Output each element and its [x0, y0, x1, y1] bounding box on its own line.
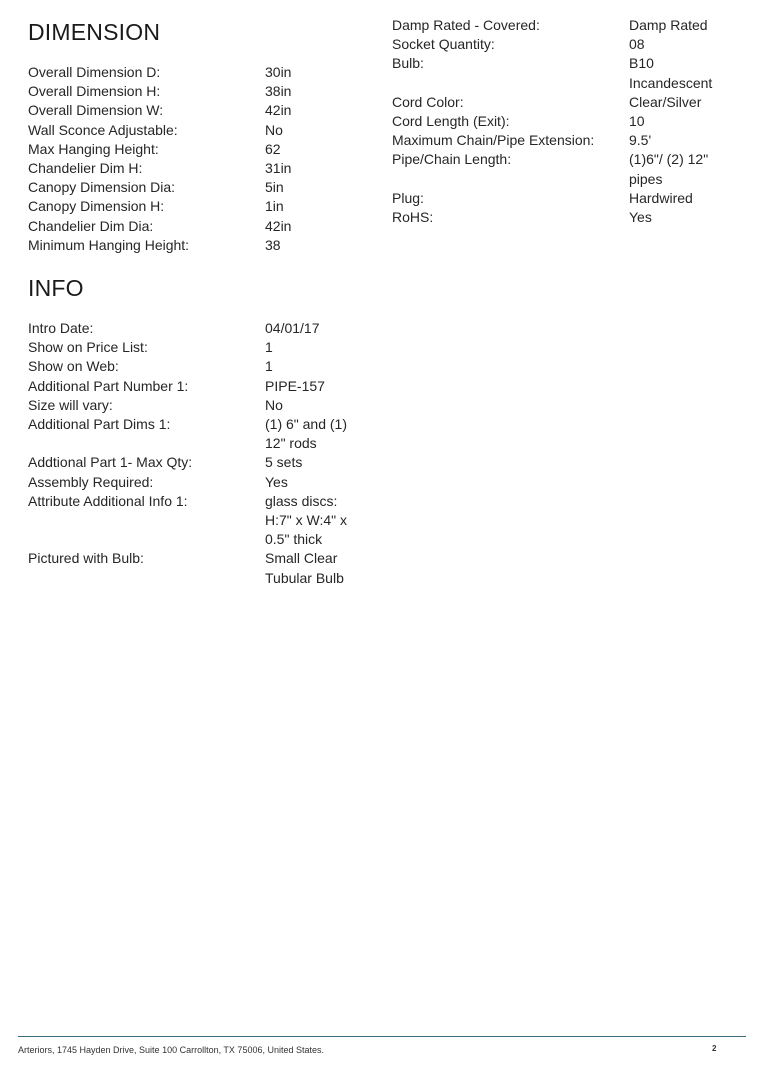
info-spec-list	[28, 319, 368, 588]
spec-label: Show on Price List:	[28, 339, 148, 356]
spec-row	[28, 377, 368, 396]
spec-value: (1) 6" and (1) 12" rods	[265, 416, 348, 452]
spec-label: Attribute Additional Info 1:	[28, 492, 188, 509]
spec-value: Small Clear Tubular Bulb	[265, 550, 344, 586]
spec-row	[28, 82, 368, 101]
spec-row	[28, 473, 368, 492]
footer-address: Arteriors, 1745 Hayden Drive, Suite 100 Carrollton, TX 75006, United States.	[18, 1045, 324, 1055]
spec-value: Damp Rated	[629, 17, 708, 33]
spec-value: B10 Incandescent	[629, 55, 713, 91]
spec-value: 9.5'	[629, 132, 652, 149]
dimension-spec-list	[28, 63, 368, 255]
spec-row	[28, 159, 368, 178]
spec-value: 04/01/17	[265, 320, 320, 337]
spec-row	[28, 101, 368, 120]
left-column	[28, 17, 368, 588]
spec-value: 1in	[265, 198, 284, 215]
spec-row	[28, 217, 368, 236]
spec-row	[392, 54, 732, 92]
spec-value: Hardwired	[629, 189, 693, 206]
spec-row	[392, 93, 732, 112]
spec-label: Assembly Required:	[28, 473, 154, 490]
spec-label: RoHS:	[392, 209, 434, 226]
spec-row	[392, 112, 732, 131]
spec-row	[28, 236, 368, 255]
right-column	[392, 16, 732, 227]
spec-value: 31in	[265, 160, 292, 177]
spec-value: 42in	[265, 102, 292, 119]
spec-label: Overall Dimension W:	[28, 102, 164, 119]
spec-label: Addtional Part 1- Max Qty:	[28, 454, 193, 471]
spec-value: 38	[265, 236, 281, 253]
spec-value: 08	[629, 36, 645, 53]
page-number: 2	[712, 1044, 717, 1053]
spec-value: Yes	[265, 473, 288, 490]
spec-label: Additional Part Number 1:	[28, 377, 189, 394]
spec-label: Pipe/Chain Length:	[392, 151, 512, 168]
spec-value: 62	[265, 140, 281, 157]
spec-value: 5 sets	[265, 454, 303, 471]
spec-value: PIPE-157	[265, 377, 325, 394]
spec-label: Additional Part Dims 1:	[28, 416, 171, 433]
spec-label: Bulb:	[392, 55, 424, 72]
spec-label: Wall Sconce Adjustable:	[28, 121, 178, 138]
spec-label: Overall Dimension H:	[28, 83, 161, 100]
spec-label: Chandelier Dim Dia:	[28, 217, 154, 234]
spec-row	[392, 35, 732, 54]
spec-value: (1)6"/ (2) 12" pipes	[629, 151, 709, 187]
spec-label: Show on Web:	[28, 358, 119, 375]
spec-value: 38in	[265, 83, 292, 100]
info-section	[28, 273, 368, 588]
spec-row	[28, 197, 368, 216]
spec-value: No	[265, 396, 283, 413]
spec-value: 1	[265, 339, 273, 356]
spec-row	[28, 357, 368, 376]
dimension-heading: DIMENSION	[28, 19, 161, 45]
spec-row	[28, 121, 368, 140]
spec-value: glass discs: H:7" x W:4" x 0.5" thick	[265, 492, 348, 548]
spec-row	[392, 189, 732, 208]
spec-label: Pictured with Bulb:	[28, 550, 144, 567]
footer-divider	[18, 1036, 746, 1037]
spec-label: Minimum Hanging Height:	[28, 236, 190, 253]
spec-row	[28, 492, 368, 550]
spec-row	[28, 549, 368, 587]
spec-label: Max Hanging Height:	[28, 140, 159, 157]
electrical-spec-list	[392, 16, 732, 227]
spec-row	[28, 415, 368, 453]
spec-row	[392, 208, 732, 227]
spec-value: 10	[629, 113, 645, 130]
spec-row	[392, 131, 732, 150]
spec-row	[28, 338, 368, 357]
spec-label: Maximum Chain/Pipe Extension:	[392, 132, 595, 149]
spec-label: Canopy Dimension H:	[28, 198, 165, 215]
spec-row	[28, 178, 368, 197]
dimension-section	[28, 17, 368, 255]
spec-label: Chandelier Dim H:	[28, 160, 143, 177]
spec-label: Intro Date:	[28, 320, 94, 337]
spec-row	[28, 63, 368, 82]
spec-label: Socket Quantity:	[392, 36, 495, 53]
spec-label: Size will vary:	[28, 396, 113, 413]
spec-label: Plug:	[392, 189, 424, 206]
spec-label: Cord Length (Exit):	[392, 113, 510, 130]
spec-row	[392, 16, 732, 35]
spec-value: No	[265, 121, 283, 138]
spec-label: Cord Color:	[392, 93, 464, 110]
spec-row	[28, 453, 368, 472]
spec-value: Clear/Silver	[629, 93, 702, 110]
spec-value: 30in	[265, 64, 292, 80]
info-heading: INFO	[28, 275, 84, 302]
spec-value: 5in	[265, 179, 284, 196]
spec-row	[28, 140, 368, 159]
spec-label: Canopy Dimension Dia:	[28, 179, 176, 196]
spec-label: Overall Dimension D:	[28, 64, 161, 80]
spec-row	[392, 150, 732, 188]
spec-row	[28, 396, 368, 415]
spec-value: 42in	[265, 217, 292, 234]
spec-value: Yes	[629, 209, 652, 226]
spec-row	[28, 319, 368, 338]
spec-value: 1	[265, 358, 273, 375]
spec-label: Damp Rated - Covered:	[392, 17, 540, 33]
